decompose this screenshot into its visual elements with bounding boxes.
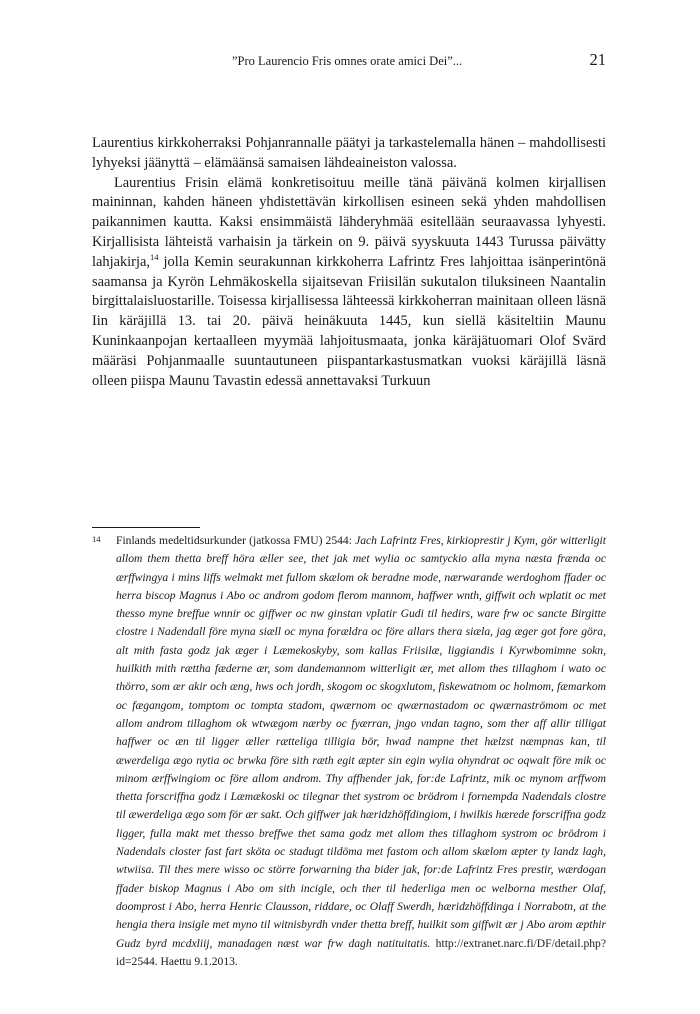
body-text [92, 134, 606, 391]
footnote-number: 14 [92, 534, 101, 544]
footnote-reference-url: http://extranet.narc.fi/DF/detail.php?id=2544. Haettu 9.1.2013. [116, 936, 606, 968]
running-header [92, 50, 606, 72]
footnote-14 [92, 532, 606, 971]
running-title: ”Pro Laurencio Fris omnes orate amici Dei”... [232, 54, 463, 68]
body-paragraph-2 [92, 174, 606, 392]
footnote-source: Finlands medeltidsurkunder (jatkossa FMU) 2544: [116, 534, 356, 547]
footnote-reference: 14 [149, 251, 159, 262]
footnote-text [116, 532, 606, 971]
footnote-quotation: Jach Lafrintz Fres, kirkioprestir j Kym, gör witterligit allom them thetta breff höra æller see, thet jak met wylia oc samtyckio alla myna næsta frænda oc ærffwingya i mins liffs welmakt met fullom skælom ok beradne mode, nærwarande werdoghom ffader oc herra biscop Magnus i Abo oc androm godom flerom mannom, haffwer wnth, giffwit och wplatit oc met thesso myne breffue wnnir oc giffwer oc nw ginstan vplatir Gudi til hedirs, ware frw oc sancte Birgitte clostre i Nadendall före myna siæll oc myna forældra oc före allars thera siæla, jag æger got fore göra, alt mith fasta godz jak æger i Læmekoskyby, som kallas Friisilæ, liggiandis i Kyrwbomimne sokn, huilkith mith rættha fæderne ær, som dandemannom witterligit ær, met allom thes tillaghom i wato oc thörro, som ær akir och æng, hws och jordh, skogom oc skogxlutom, fiskewatnom oc holmom, fæmarkom oc fægangom, tomptom oc tompta stadom, qwærnom oc qwærnastadom oc qwærnaströmom oc met allom androm tillaghom ok wtwægom nærby oc fyærran, jngo vndan tagno, som ther aff allir tilligat haffwer oc æn til ligger æller rætteliga tilligia bör, hwad nampne thet hælzst næmpnas kan, til æwerdeliga ægo nytia oc brwka före sith ræth egit æpter sin egin wylia ohyndrat oc oqwalt före mik oc minom ærffwingiom oc före allom androm. Thy affhender jak, for:de Lafrintz, mik oc mynom arffwom thetta forscriffna godz i Læmækoski oc tilegnar thet systrom oc brödrom i fornempda Nadendals clostre til æwerdeliga ægo som för ær sakt. Och giffwer jak hæridzhöffdingiom, i hwilkis hærede forscriffna godz ligger, fulla makt met thesso breffwe thet sama godz met allom thes tillaghom systrom oc brödrom i Nadendals closter fast fart sköta oc stadugt tildöma met fastom och allom skælom æpter ty landz lagh, wtwiisa. Til thes mere wisso oc större forwarning tha bider jak, for:de Lafrintz Fres prestir, wærdogan ffader biskop Magnus i Abo om sith incigle, och ther til hederliga men oc welborna mesther Olaf, doomprost i Abo, herra Henric Clausson, riddare, oc Olaff Swerdh, hæridzhöffdinga i Norrabotn, at the hengia thera insigle met myno til witnisbyrdh vnder thetta breff, huilkit som giffwit ær j Abo arom æpthir Gudz byrd mcdxliij, manadagen næst war frw dagh natituitatis. [116, 534, 606, 950]
page-number: 21 [589, 50, 606, 69]
paragraph-2-text-after-note: jolla Kemin seurakunnan kirkkoherra Lafrintz Fres lahjoittaa isänperintönä saamansa ja Kyrön Lehmäkoskella sijaitsevan Friisilän sukutalon tiluksineen Naantalin birgittalaisluostarille. Toisessa kirjallisessa lähteessä kirkkoherran mainitaan olleen läsnä Iin käräjillä 13. tai 20. päivä heinäkuuta 1445, kun siellä käsiteltiin Maunu Kuninkaanpojan kertaalleen myymää lahjoitusmaata, jonka käräjätuomari Olof Svärd määräsi Pohjanmaalle suuntautuneen piispantarkastusmatkan vuoksi käräjillä läsnä olleen piispa Maunu Tavastin edessä annettavaksi Turkuun [92, 253, 606, 389]
paragraph-2-text-before-note: Laurentius Frisin elämä konkretisoituu meille tänä päivänä kolmen kirjallisen maininnan, kahden häneen yhdistettävän kirkollisen esineen sekä yhden mahdollisen paikannimen kautta. Kaksi ensimmäistä lähderyhmää esitellään seuraavassa lyhyesti. Kirjallisista lähteistä varhaisin ja tärkein on 9. päivä syyskuuta 1443 Turussa päivätty lahjakirja, [92, 174, 606, 270]
body-paragraph-1: Laurentius kirkkoherraksi Pohjanrannalle päätyi ja tarkastelemalla hänen – mahdollisesti lyhyeksi jäänyttä – elämäänsä samaisen lähdeaineiston valossa. [92, 135, 606, 171]
footnote-separator [92, 527, 200, 528]
